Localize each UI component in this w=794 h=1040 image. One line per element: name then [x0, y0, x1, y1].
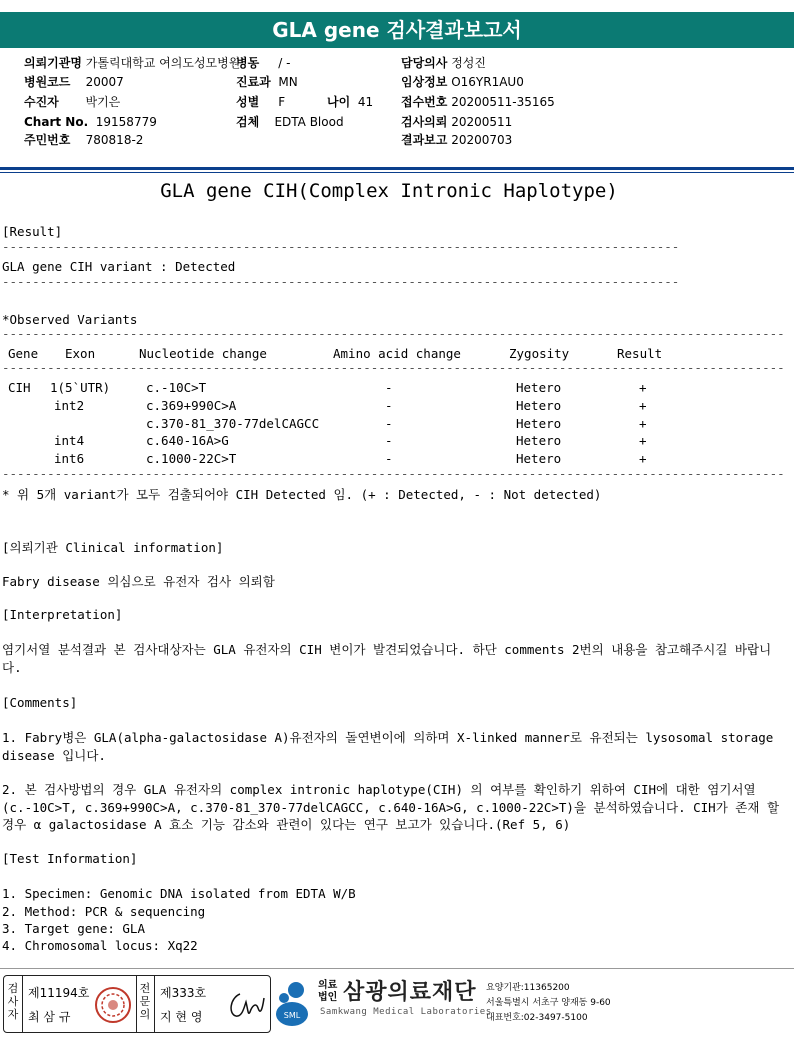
- divider: --------------------------------------------------------------------------------------------------------: [2, 466, 785, 481]
- chart-label: Chart No.: [24, 115, 89, 129]
- cell-result: +: [639, 416, 647, 431]
- cell-amino: -: [385, 416, 393, 431]
- ward-value: / -: [278, 56, 291, 70]
- seal-icon: [94, 986, 132, 1024]
- inspector-number: 제11194호: [28, 986, 90, 1000]
- comments-heading: [Comments]: [2, 695, 78, 710]
- comment-2: 2. 본 검사방법의 경우 GLA 유전자의 complex intronic haplotype(CIH) 의 여부를 확인하기 위하여 CIH에 대한 염기서열(c.-10C>T, c.369+990C>A, c.370-81_370-77delCAGCC, c.640-16A>G, c.1000-22C>T)을 분석하였습니다. CIH가 존재 할 경우 α galactosidase A 효소 기능 감소와 관련이 있다는 연구 보고가 있습니다.(Ref 5, 6): [2, 782, 780, 832]
- interpretation-text: 염기서열 분석결과 본 검사대상자는 GLA 유전자의 CIH 변이가 발견되었습니다. 하단 comments 2번의 내용을 참고해주시길 바랍니다.: [2, 642, 772, 675]
- interpretation-heading: [Interpretation]: [2, 607, 123, 622]
- report-date-label: 결과보고: [401, 133, 448, 147]
- clinical-info-label: 임상정보: [401, 75, 448, 89]
- cell-exon: int2: [54, 398, 85, 413]
- org-prefix: 의료법인: [318, 980, 338, 1003]
- section-title: GLA gene CIH(Complex Intronic Haplotype): [160, 180, 618, 202]
- test-info-heading: [Test Information]: [2, 851, 138, 866]
- cell-result: +: [639, 380, 647, 395]
- patient-value: 박기은: [85, 95, 121, 109]
- specialist-name: 지 현 영: [160, 1010, 203, 1024]
- dept-label: 진료과: [236, 75, 271, 89]
- table-header-amino: Amino acid change: [333, 346, 461, 361]
- divider: --------------------------------------------------------------------------------------------------------: [2, 326, 785, 341]
- cell-exon: int4: [54, 433, 85, 448]
- test-item: 3. Target gene: GLA: [2, 921, 145, 936]
- report-date-value: 20200703: [451, 133, 513, 147]
- institution-value: 가톨릭대학교 여의도성모병원: [85, 56, 241, 70]
- institution-label: 의뢰기관명: [24, 56, 82, 70]
- test-item: 2. Method: PCR & sequencing: [2, 904, 206, 919]
- doctor-value: 정성진: [451, 56, 486, 70]
- cell-nucleotide: c.369+990C>A: [146, 398, 237, 413]
- cell-zygosity: Hetero: [516, 433, 562, 448]
- id-value: 780818-2: [85, 133, 144, 147]
- clinical-heading: [의뢰기관 Clinical information]: [2, 540, 224, 555]
- divider: --------------------------------------------------------------------------------------------------------: [2, 360, 785, 375]
- sex-value: F: [278, 95, 286, 109]
- clinical-info-value: O16YR1AU0: [451, 75, 524, 89]
- table-header-exon: Exon: [65, 346, 96, 361]
- cell-amino: -: [385, 451, 393, 466]
- table-note: * 위 5개 variant가 모두 검출되어야 CIH Detected 임. (+ : Detected, - : Not detected): [2, 487, 602, 502]
- hospital-code-label: 병원코드: [24, 75, 71, 89]
- hospital-code-value: 20007: [85, 75, 124, 89]
- test-item: 4. Chromosomal locus: Xq22: [2, 938, 198, 953]
- header-divider-thin: [0, 172, 794, 173]
- ward-label: 병동: [236, 56, 260, 70]
- cell-gene: CIH: [8, 380, 31, 395]
- cell-result: +: [639, 451, 647, 466]
- cell-amino: -: [385, 380, 393, 395]
- cell-exon: 1(5`UTR): [50, 380, 111, 395]
- signature-box: [3, 975, 271, 1033]
- header-divider: [0, 167, 794, 170]
- test-item: 1. Specimen: Genomic DNA isolated from EDTA W/B: [2, 886, 356, 901]
- cell-zygosity: Hetero: [516, 451, 562, 466]
- result-line: GLA gene CIH variant : Detected: [2, 259, 236, 274]
- specialist-number: 제333호: [160, 986, 207, 1000]
- dept-value: MN: [278, 75, 298, 89]
- sml-logo-icon: [272, 976, 314, 1028]
- table-header-gene: Gene: [8, 346, 39, 361]
- divider: ------------------------------------------------------------------------------------------: [2, 274, 680, 289]
- cell-nucleotide: c.-10C>T: [146, 380, 207, 395]
- request-date-label: 검사의뢰: [401, 115, 448, 129]
- inspector-name: 최 삼 규: [28, 1010, 71, 1024]
- org-english: Samkwang Medical Laboratories: [320, 1007, 492, 1017]
- cell-nucleotide: c.370-81_370-77delCAGCC: [146, 416, 320, 431]
- table-header-result: Result: [617, 346, 663, 361]
- request-date-value: 20200511: [451, 115, 513, 129]
- cell-nucleotide: c.640-16A>G: [146, 433, 229, 448]
- cell-result: +: [639, 433, 647, 448]
- org-name: 삼광의료재단: [343, 980, 477, 1005]
- patient-label: 수진자: [24, 95, 59, 109]
- cell-amino: -: [385, 433, 393, 448]
- signature-icon: [226, 988, 266, 1022]
- cell-exon: int6: [54, 451, 85, 466]
- care-number: 요양기관:11365200: [486, 983, 570, 993]
- specialist-label: 전문의: [139, 982, 151, 1021]
- logo-text: SML: [283, 1011, 301, 1020]
- table-header-nucleotide: Nucleotide change: [139, 346, 267, 361]
- table-header-zygosity: Zygosity: [509, 346, 570, 361]
- cell-zygosity: Hetero: [516, 398, 562, 413]
- doctor-label: 담당의사: [401, 56, 448, 70]
- org-phone: 대표번호:02-3497-5100: [486, 1013, 588, 1023]
- cell-amino: -: [385, 398, 393, 413]
- result-heading: [Result]: [2, 224, 63, 239]
- cell-zygosity: Hetero: [516, 380, 562, 395]
- age-value: 41: [357, 95, 374, 109]
- cell-result: +: [639, 398, 647, 413]
- specimen-value: EDTA Blood: [274, 115, 344, 129]
- clinical-text: Fabry disease 의심으로 유전자 검사 의뢰함: [2, 574, 275, 589]
- comment-1: 1. Fabry병은 GLA(alpha-galactosidase A)유전자의 돌연변이에 의하며 X-linked manner로 유전되는 lysosomal storage disease 입니다.: [2, 730, 774, 763]
- specimen-label: 검체: [236, 115, 260, 129]
- age-label: 나이: [327, 95, 351, 109]
- reception-label: 접수번호: [401, 95, 448, 109]
- footer-divider: [0, 968, 794, 969]
- org-address: 서울특별시 서초구 양재동 9-60: [486, 998, 611, 1008]
- inspector-label: 검사자: [7, 982, 19, 1021]
- divider: ------------------------------------------------------------------------------------------: [2, 239, 680, 254]
- cell-zygosity: Hetero: [516, 416, 562, 431]
- chart-value: 19158779: [95, 115, 157, 129]
- report-title: GLA gene 검사결과보고서: [0, 12, 794, 48]
- reception-value: 20200511-35165: [451, 95, 555, 109]
- observed-heading: *Observed Variants: [2, 312, 138, 327]
- id-label: 주민번호: [24, 133, 71, 147]
- cell-nucleotide: c.1000-22C>T: [146, 451, 237, 466]
- sex-label: 성별: [236, 95, 260, 109]
